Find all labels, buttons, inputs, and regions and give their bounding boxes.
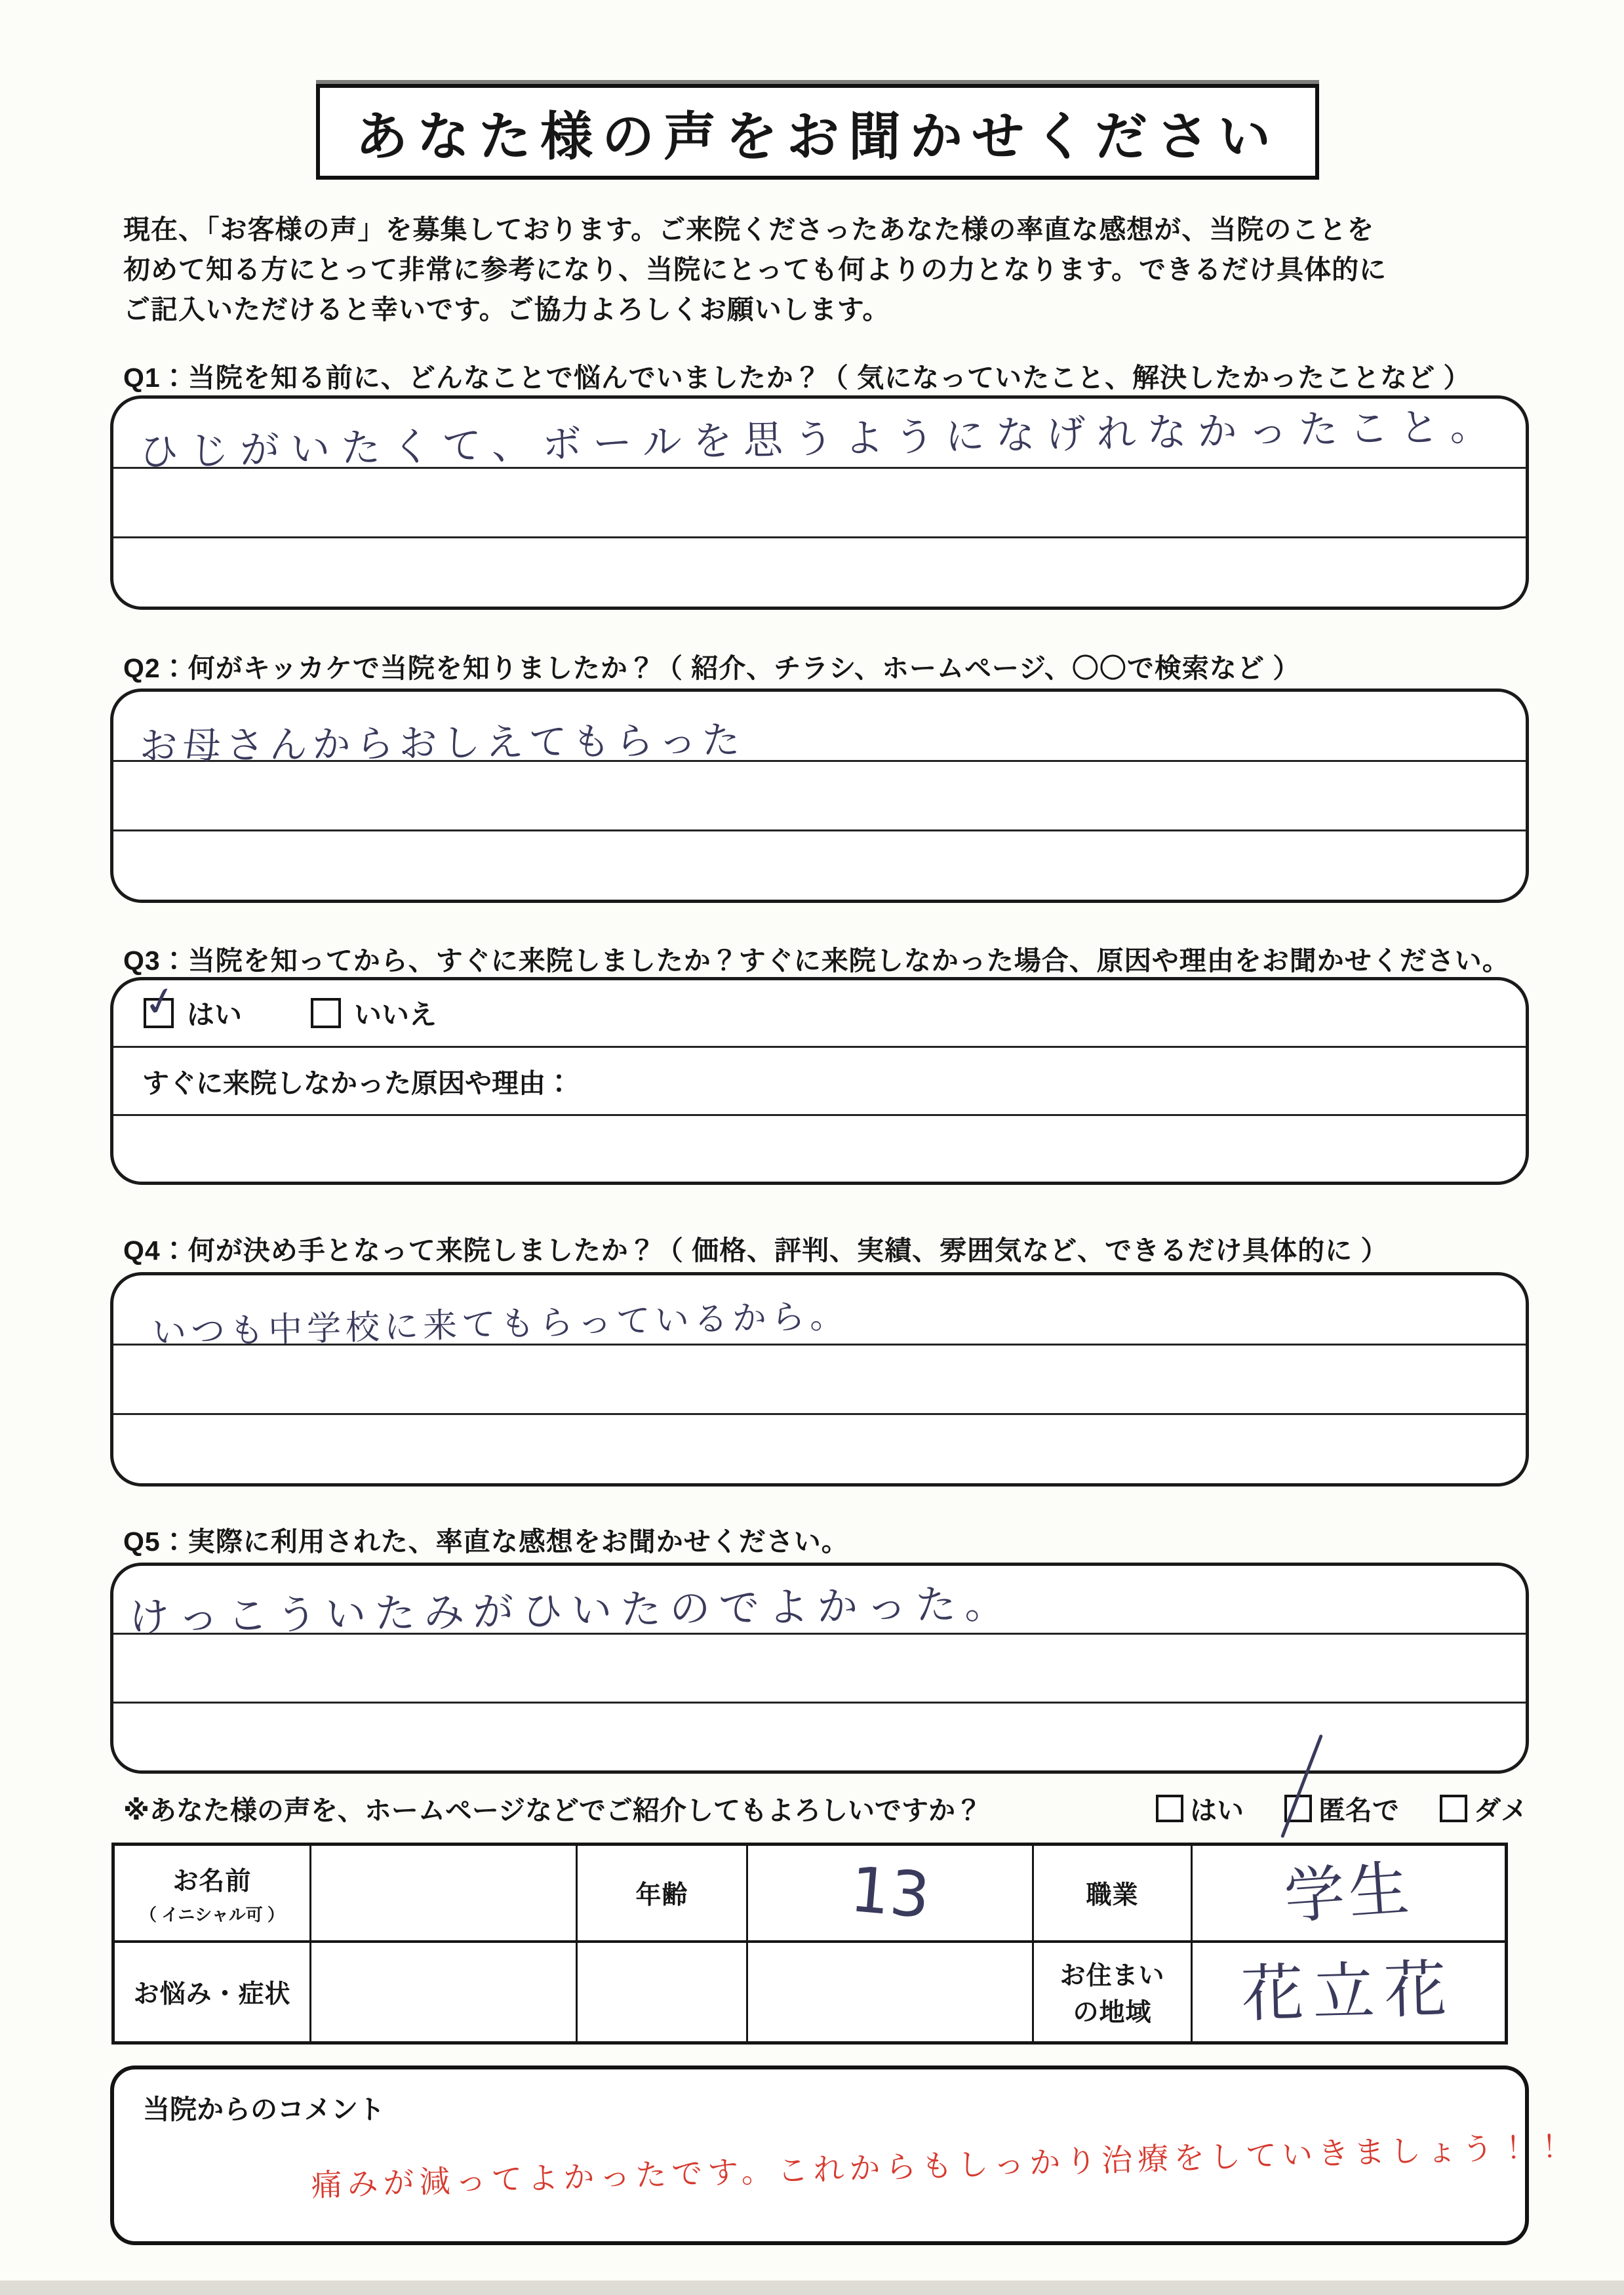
q2-answer-box [110, 688, 1529, 903]
yes-checkmark: ✓ [139, 976, 182, 1028]
q3-option-yes [139, 976, 243, 1033]
q1-label: Q1：当院を知る前に、どんなことで悩んでいましたか？（ 気になっていたこと、解決したかったことなど ） [123, 363, 1471, 393]
q1-line-3 [113, 538, 1526, 607]
job-label: 職業 [1086, 1881, 1139, 1909]
q2-label: Q2：何がキッカケで当院を知りましたか？（ 紹介、チラシ、ホームページ、〇〇で検索など ） [123, 653, 1301, 683]
yes-label: はい [187, 999, 243, 1031]
name-initial-note: （ イニシャル可 ） [140, 1904, 285, 1925]
publish-permission-row [123, 1789, 1528, 1827]
intro-paragraph [123, 210, 1487, 330]
scan-edge-artifact [0, 2281, 1624, 2295]
area-value-cell [1193, 1943, 1505, 2041]
personal-info-table [111, 1843, 1508, 2045]
q4-answer-box [110, 1272, 1529, 1487]
intro-line-3: ご記入いただけると幸いです。ご協力よろしくお願いします。 [123, 294, 890, 325]
q2-handwritten-answer: お母さんからおしえてもらった [139, 717, 745, 768]
permission-option-anonymous [1284, 1789, 1399, 1827]
symptom-label-cell [115, 1943, 311, 2041]
permission-option-yes [1156, 1789, 1244, 1827]
q4-line-3 [113, 1415, 1526, 1483]
q1-line-1 [113, 399, 1526, 475]
q5-line-1 [113, 1566, 1526, 1642]
yes-checkbox [139, 976, 182, 1028]
permission-yes-checkbox [1156, 1795, 1183, 1822]
clinic-comment-box [110, 2066, 1571, 2245]
q2-line-2 [113, 762, 1526, 832]
age-label: 年齢 [635, 1881, 688, 1909]
form-title: あなた様の声をお聞かせください [355, 107, 1280, 166]
q3-answer-box [110, 977, 1529, 1185]
name-label: お名前 [172, 1867, 252, 1896]
job-value-cell [1193, 1846, 1505, 1943]
area-handwritten-value: 花立花 [1240, 1953, 1457, 2031]
age-label-cell [578, 1846, 748, 1943]
name-value-cell [311, 1846, 578, 1943]
q3-label: Q3：当院を知ってから、すぐに来院しましたか？すぐに来院しなかった場合、原因や理由をお聞かせください。 [123, 946, 1510, 976]
q5-line-2 [113, 1635, 1526, 1704]
name-label-cell [115, 1846, 311, 1943]
q4-line-1 [113, 1275, 1526, 1353]
clinic-comment-handwritten-text: 痛みが減ってよかったです。これからもしっかり治療をしていきましょう！！ [310, 2128, 1571, 2203]
q4-handwritten-answer: いつも中学校に来てもらっているから。 [151, 1296, 849, 1353]
q5-handwritten-answer: けっこういたみがひいたのでよかった。 [128, 1579, 1014, 1642]
area-label-cell [1034, 1943, 1193, 2041]
form-title-box [316, 84, 1319, 180]
q3-option-no [311, 993, 437, 1033]
permission-no-label: ダメ [1474, 1795, 1528, 1826]
q4-label: Q4：何が決め手となって来院しましたか？（ 価格、評判、実績、雰囲気など、できるだけ具体的に ） [123, 1235, 1389, 1266]
age-handwritten-value: 13 [847, 1853, 933, 1932]
q3-reason-row [113, 1048, 1526, 1115]
job-handwritten-value: 学生 [1282, 1853, 1416, 1932]
q2-line-3 [113, 831, 1526, 900]
publish-permission-options [1156, 1789, 1528, 1827]
q1-line-2 [113, 469, 1526, 539]
age-value-cell [748, 1846, 1034, 1943]
q5-label: Q5：実際に利用された、率直な感想をお聞かせください。 [123, 1527, 849, 1557]
job-label-cell [1034, 1846, 1193, 1943]
no-checkbox [311, 998, 341, 1028]
intro-line-2: 初めて知る方にとって非常に参考になり、当院にとっても何よりの力となります。できるだけ具体的に [123, 254, 1387, 285]
q1-handwritten-answer: ひじがいたくて、ボールを思うようになげれなかったこと。 [138, 403, 1501, 475]
empty-cell-2 [748, 1943, 1034, 2041]
permission-yes-label: はい [1190, 1795, 1244, 1826]
q1-answer-box [110, 395, 1529, 610]
permission-option-no [1440, 1789, 1528, 1827]
publish-permission-question: ※あなた様の声を、ホームページなどでご紹介してもよろしいですか？ [123, 1795, 983, 1826]
q3-line-3 [113, 1116, 1526, 1182]
permission-anonymous-label: 匿名で [1318, 1795, 1399, 1826]
area-label-line2: の地域 [1073, 1999, 1152, 2027]
no-label: いいえ [354, 999, 437, 1031]
symptom-label: お悩み・症状 [133, 1980, 291, 2008]
empty-cell-1 [578, 1943, 748, 2041]
q3-reason-label: すぐに来院しなかった原因や理由： [142, 1068, 572, 1098]
clinic-comment-label: 当院からのコメント [143, 2094, 385, 2125]
intro-line-1: 現在、「お客様の声」を募集しております。ご来院くださったあなた様の率直な感想が、当院のことを [123, 214, 1375, 245]
permission-no-checkbox [1440, 1795, 1467, 1822]
q2-line-1 [113, 692, 1526, 768]
q4-line-2 [113, 1346, 1526, 1416]
q5-line-3 [113, 1704, 1526, 1770]
q3-option-row [113, 976, 1526, 1048]
symptom-value-cell [311, 1943, 578, 2041]
area-label-line1: お住まい [1060, 1962, 1165, 1990]
